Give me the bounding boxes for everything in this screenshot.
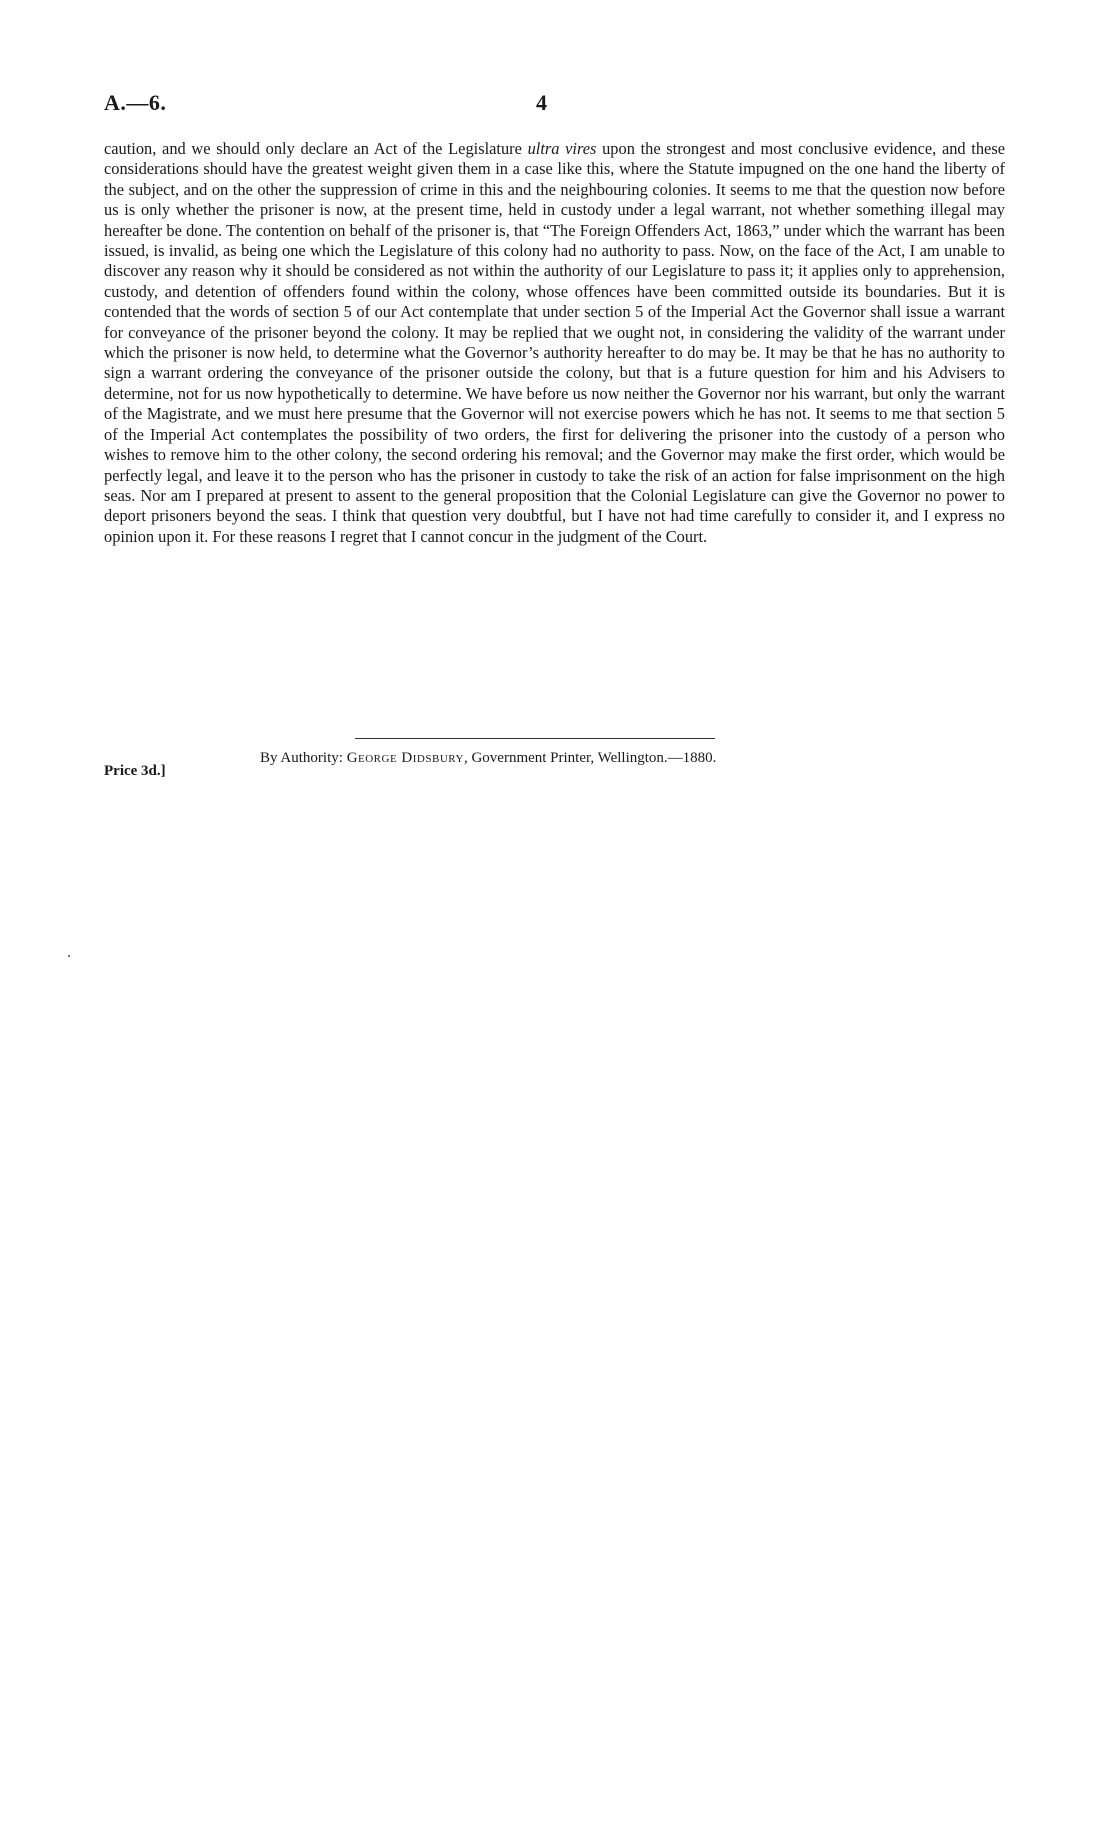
italic-phrase: ultra vires	[527, 139, 597, 158]
judgment-paragraph	[104, 139, 1005, 547]
footer-divider	[355, 738, 715, 739]
imprint-prefix: By Authority:	[260, 750, 347, 766]
price-label: Price 3d.]	[104, 763, 166, 779]
printer-imprint	[260, 750, 716, 767]
page-header	[104, 90, 1004, 120]
imprint-suffix: , Government Printer, Wellington.—1880.	[463, 750, 717, 766]
stray-ink-mark	[68, 955, 70, 957]
paragraph-text-part-1: caution, and we should only declare an Act of the Legislature	[104, 139, 528, 158]
paragraph-text-part-2: upon the strongest and most conclusive evidence, and these considerations should have the greatest weight given them in a case like this, where the Statute impugned on the one hand the liberty of the subject, and on the other the suppression of crime in this and the neighbouring colonies. It seems to me that the question now before us is only whether the prisoner is now, at the present time, held in custody under a legal warrant, not whether something illegal may hereafter be done. The contention on behalf of the prisoner is, that “The Foreign Offenders Act, 1863,” under which the warrant has been issued, is invalid, as being one which the Legislature of this colony had no authority to pass. Now, on the face of the Act, I am unable to discover any reason why it should be considered as not within the authority of our Legislature to pass it; it applies only to apprehension, custody, and detention of offenders found within the colony, whose offences have been committed outside its boundaries. But it is contended that the words of section 5 of our Act contemplate that under section 5 of the Imperial Act the Governor shall issue a warrant for conveyance of the prisoner beyond the colony. It may be replied that we ought not, in considering the validity of the warrant under which the prisoner is now held, to determine what the Governor’s authority hereafter to do may be. It may be that he has no authority to sign a warrant ordering the conveyance of the prisoner outside the colony, but that is a future question for him and his Advisers to determine, not for us now hypothetically to determine. We have before us now neither the Governor nor his warrant, but only the warrant of the Magistrate, and we must here presume that the Governor will not exercise powers which he has not. It seems to me that section 5 of the Imperial Act contemplates the possibility of two orders, the first for delivering the prisoner into the custody of a person who wishes to remove him to the other colony, the second ordering his removal; and the Governor may make the first order, which would be perfectly legal, and leave it to the person who has the prisoner in custody to take the risk of an action for false imprisonment on the high seas. Nor am I prepared at present to assent to the general proposition that the Colonial Legislature can give the Governor no power to deport prisoners beyond the seas. I think that question very doubtful, but I have not had time carefully to consider it, and I express no opinion upon it. For these reasons I regret that I cannot concur in the judgment of the Court.	[104, 139, 1005, 546]
printer-name: George Didsbury	[346, 750, 464, 766]
page-number: 4	[536, 90, 547, 115]
document-reference: A.—6.	[104, 90, 167, 115]
